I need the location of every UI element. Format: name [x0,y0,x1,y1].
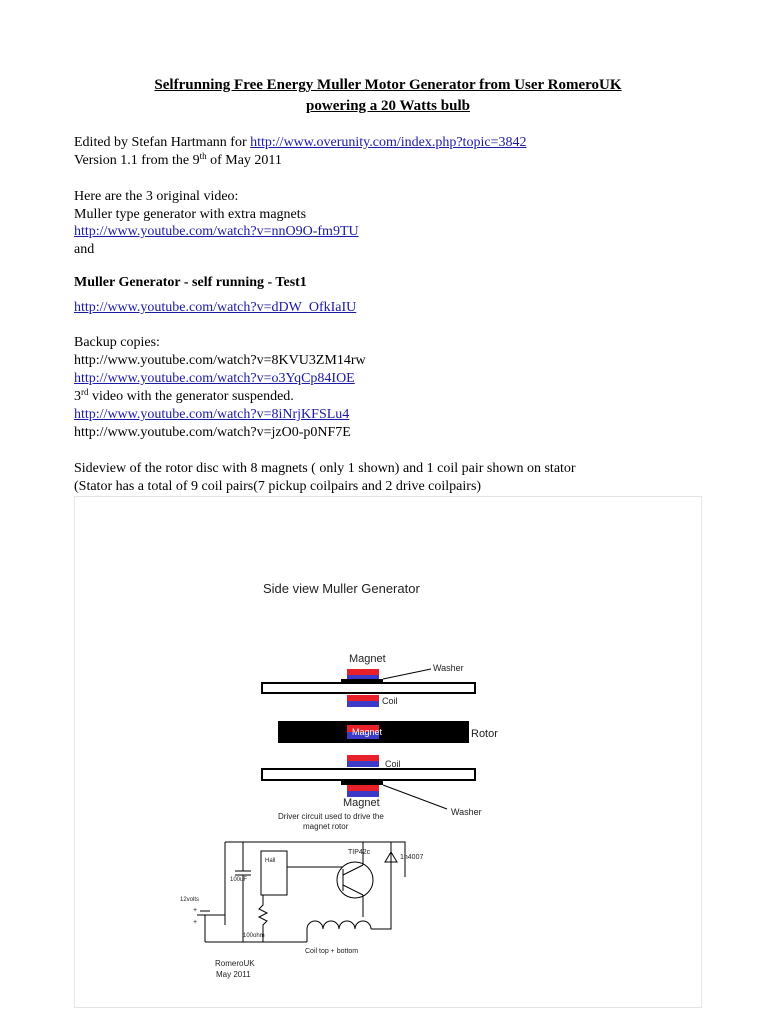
video1-title: Muller type generator with extra magnets [74,207,307,222]
figure-date: May 2011 [216,970,251,979]
videos-intro: Here are the 3 original video: [74,189,239,204]
bottom-coil-blue [347,761,379,767]
capacitor-label: 100uF [230,877,248,883]
transistor-label: TIP42c [348,849,371,856]
third-video-number: 3 [74,389,81,404]
document-title-line-2: powering a 20 Watts bulb [306,98,470,114]
rotor-magnet-label: Magnet [352,727,383,737]
version-text: Version 1.1 from the 9 [74,153,200,168]
battery-plus-bottom: + [193,919,198,926]
document-title-line-1: Selfrunning Free Energy Muller Motor Generator from User RomeroUK [154,77,622,93]
edited-by-text: Edited by Stefan Hartmann for [74,135,251,150]
third-video-text: video with the generator suspended. [88,389,294,404]
battery-label: 12volts [180,897,200,903]
sideview-description-2: (Stator has a total of 9 coil pairs(7 pickup coilpairs and 2 drive coilpairs) [74,479,482,494]
video2-link[interactable]: http://www.youtube.com/watch?v=dDW_OfkIaIU [74,300,357,315]
driver-caption-line-2: magnet rotor [303,822,349,831]
bottom-stator-bar [262,769,475,780]
overunity-link[interactable]: http://www.overunity.com/index.php?topic=3842 [250,135,527,150]
bottom-coil-label: Coil [385,759,401,769]
and-text: and [74,242,95,257]
top-washer-label: Washer [433,663,464,673]
top-coil-blue [347,701,379,707]
top-magnet-label: Magnet [349,653,386,665]
bottom-coil-red [347,755,379,761]
muller-generator-figure [74,496,702,1008]
muller-generator-diagram [75,497,703,1009]
version-line [74,152,282,170]
driver-circuit [197,842,405,942]
version-superscript: th [199,151,207,161]
third-video-line [74,388,294,406]
figure-heading: Side view Muller Generator [263,581,420,596]
top-washer-leader [383,669,431,679]
sideview-description-1: Sideview of the rotor disc with 8 magnets ( only 1 shown) and 1 coil pair shown on stator [74,461,576,476]
bottom-washer-label: Washer [451,807,482,817]
transistor-symbol [337,862,373,898]
video3-link[interactable]: http://www.youtube.com/watch?v=8iNrjKFSLu4 [74,407,350,422]
video3-alt-url: http://www.youtube.com/watch?v=jzO0-p0NF7E [74,425,351,440]
top-magnet-red [347,669,379,675]
bottom-washer-leader [383,785,447,809]
third-video-superscript: rd [81,387,89,397]
bottom-magnet-label: Magnet [343,797,380,809]
backup2-link[interactable]: http://www.youtube.com/watch?v=o3YqCp84IOE [74,371,355,386]
coil-symbol [307,921,371,929]
version-suffix: of May 2011 [206,153,282,168]
figure-author: RomeroUK [215,959,255,968]
battery-plus-top: + [193,907,198,914]
backup-heading: Backup copies: [74,335,160,350]
diode-label: 1n4007 [400,854,424,861]
bottom-washer [341,781,383,785]
top-stator-bar [262,683,475,693]
coil-label: Coil top + bottom [305,948,359,955]
backup1-url: http://www.youtube.com/watch?v=8KVU3ZM14rw [74,353,366,368]
resistor-label: 100ohm [243,933,265,939]
driver-caption-line-1: Driver circuit used to drive the [278,812,384,821]
video1-link[interactable]: http://www.youtube.com/watch?v=nnO9O-fm9TU [74,224,359,239]
bottom-magnet-red [347,785,379,791]
edited-by-line [74,134,526,152]
video2-title: Muller Generator - self running - Test1 [74,275,307,290]
rotor-label: Rotor [471,728,498,740]
top-coil-red [347,695,379,701]
hall-label: Hall [265,858,276,864]
top-coil-label: Coil [382,696,398,706]
